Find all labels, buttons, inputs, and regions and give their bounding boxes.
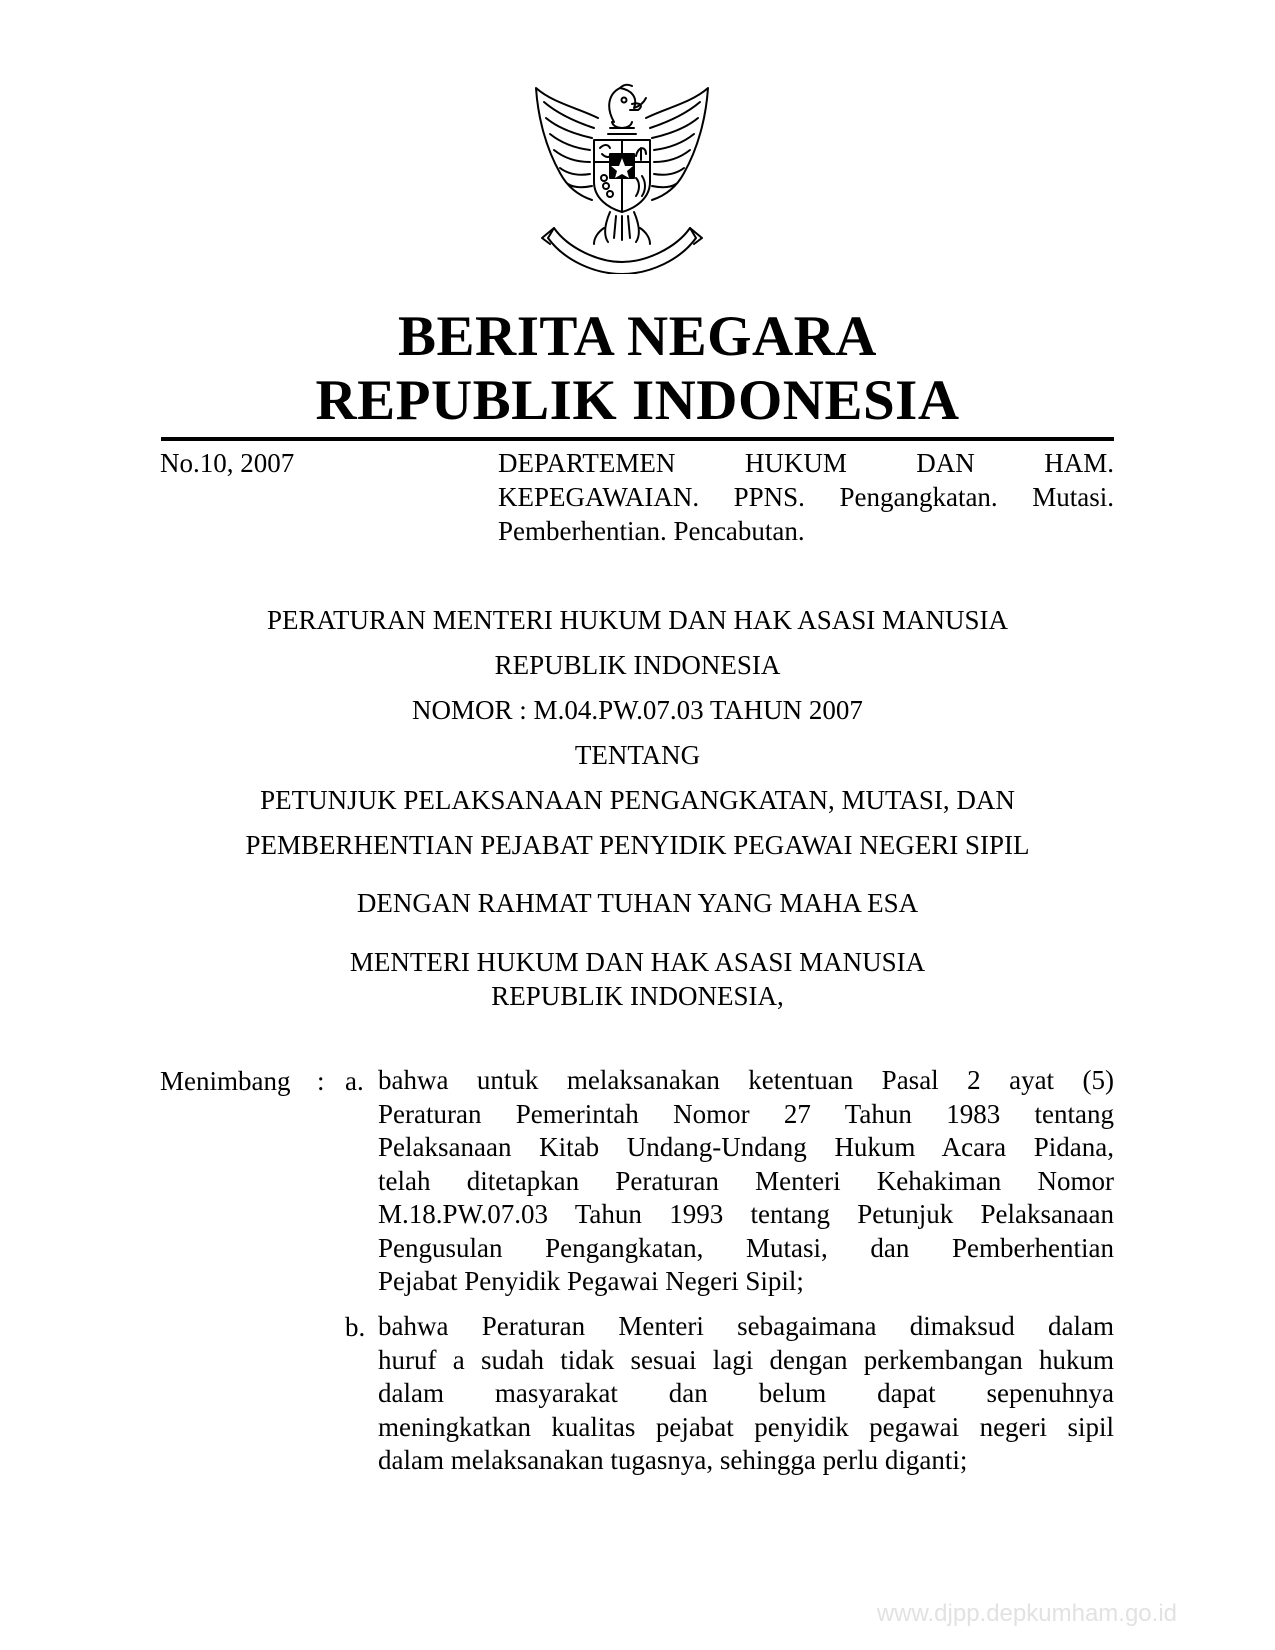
- masthead-title: BERITA NEGARA: [398, 305, 877, 368]
- masthead-subtitle: REPUBLIK INDONESIA: [315, 369, 960, 432]
- consideration-item: [378, 1064, 1114, 1299]
- consideration-line: dalam masyarakat dan belum dapat sepenuhnya: [378, 1378, 1114, 1408]
- issue-topic-line: Pemberhentian. Pencabutan.: [498, 516, 805, 546]
- regulation-about: TENTANG: [574, 740, 701, 770]
- issue-number: No.10, 2007: [160, 448, 295, 478]
- regulation-number: NOMOR : M.04.PW.07.03 TAHUN 2007: [412, 695, 863, 725]
- consideration-line: telah ditetapkan Peraturan Menteri Kehakiman Nomor: [378, 1165, 1114, 1196]
- regulation-invocation: DENGAN RAHMAT TUHAN YANG MAHA ESA: [356, 888, 919, 918]
- consideration-item: [378, 1310, 1114, 1478]
- considerations-separator: :: [317, 1066, 325, 1096]
- regulation-title: PERATURAN MENTERI HUKUM DAN HAK ASASI MANUSIA: [266, 605, 1009, 635]
- regulation-authority-country: REPUBLIK INDONESIA,: [491, 981, 784, 1011]
- issue-topic-line: DEPARTEMEN HUKUM DAN HAM.: [498, 448, 1114, 478]
- issue-topic-line: KEPEGAWAIAN. PPNS. Pengangkatan. Mutasi.: [498, 482, 1114, 512]
- consideration-letter: a.: [345, 1066, 364, 1096]
- issue-topic: [498, 446, 1114, 548]
- consideration-line: meningkatkan kualitas pejabat penyidik pegawai negeri sipil: [378, 1411, 1114, 1442]
- regulation-title-country: REPUBLIK INDONESIA: [494, 650, 781, 680]
- masthead-divider: [161, 437, 1114, 441]
- regulation-subject: PETUNJUK PELAKSANAAN PENGANGKATAN, MUTASI, DAN: [260, 785, 1015, 815]
- garuda-pancasila-emblem-icon: [528, 78, 716, 274]
- considerations-label: Menimbang: [160, 1066, 291, 1096]
- regulation-subject: PEMBERHENTIAN PEJABAT PENYIDIK PEGAWAI NEGERI SIPIL: [245, 830, 1030, 860]
- consideration-line: dalam melaksanakan tugasnya, sehingga perlu diganti;: [378, 1445, 968, 1475]
- regulation-authority: MENTERI HUKUM DAN HAK ASASI MANUSIA: [349, 947, 926, 977]
- consideration-line: bahwa untuk melaksanakan ketentuan Pasal 2 ayat (5): [378, 1065, 1114, 1095]
- consideration-line: Pejabat Penyidik Pegawai Negeri Sipil;: [378, 1266, 804, 1296]
- consideration-line: bahwa Peraturan Menteri sebagaimana dimaksud dalam: [378, 1311, 1114, 1341]
- consideration-line: huruf a sudah tidak sesuai lagi dengan perkembangan hukum: [378, 1344, 1114, 1375]
- source-watermark: www.djpp.depkumham.go.id: [876, 1600, 1177, 1627]
- consideration-line: M.18.PW.07.03 Tahun 1993 tentang Petunjuk Pelaksanaan: [378, 1199, 1114, 1229]
- consideration-line: Peraturan Pemerintah Nomor 27 Tahun 1983 tentang: [378, 1098, 1114, 1129]
- consideration-line: Pelaksanaan Kitab Undang-Undang Hukum Acara Pidana,: [378, 1132, 1114, 1162]
- consideration-letter: b.: [345, 1312, 366, 1342]
- consideration-line: Pengusulan Pengangkatan, Mutasi, dan Pemberhentian: [378, 1232, 1114, 1263]
